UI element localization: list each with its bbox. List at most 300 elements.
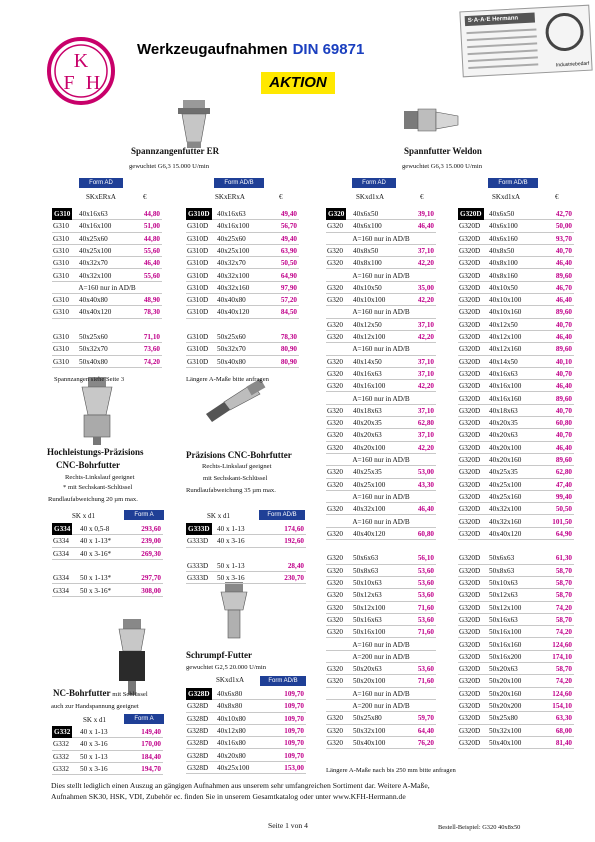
item-code: G320D	[459, 615, 481, 624]
item-code: G310	[53, 222, 69, 231]
item-code: G320	[327, 443, 343, 452]
table-row	[326, 208, 436, 220]
table-row	[458, 712, 574, 724]
item-code: G310D	[187, 234, 209, 243]
table-row	[458, 602, 574, 614]
item-price: 47,40	[555, 480, 572, 489]
table-row	[326, 614, 436, 626]
table-row	[458, 343, 574, 355]
table-row	[326, 245, 436, 257]
item-code: G320D	[459, 591, 481, 600]
er-form-adb-badge: Form AD/B	[214, 178, 264, 188]
item-code: G320	[327, 529, 343, 538]
item-size: 40x8x160	[489, 271, 518, 280]
table-note-row: A=200 nur in AD/B	[326, 700, 436, 712]
item-code: G320D	[459, 603, 481, 612]
item-size: 50x16x63	[353, 615, 382, 624]
item-price: 174,10	[552, 652, 572, 661]
item-price: 57,20	[280, 296, 297, 305]
table-row	[326, 663, 436, 675]
table-note-row: A=160 nur in AD/B	[326, 454, 436, 466]
item-code: G320D	[459, 419, 481, 428]
item-price: 58,70	[555, 615, 572, 624]
item-price: 174,60	[284, 525, 304, 533]
weldon-col-label-a: SKxd1xA	[356, 193, 385, 201]
item-code: G332	[52, 726, 72, 738]
item-size: 40x25x100	[79, 246, 112, 255]
item-code: G320D	[459, 271, 481, 280]
item-size: 50x20x63	[489, 665, 518, 674]
hl-cnc-col-label: SK x d1	[72, 512, 95, 520]
table-row	[458, 479, 574, 491]
item-price: 49,40	[280, 234, 297, 243]
item-code: G320	[327, 603, 343, 612]
weldon-form-ad-badge: Form AD	[352, 178, 396, 188]
item-code: G320D	[459, 345, 481, 354]
item-size: 50x12x63	[489, 591, 518, 600]
item-price: 230,70	[284, 574, 304, 583]
item-code: G310D	[187, 222, 209, 231]
item-size: 40x20x35	[353, 419, 382, 428]
item-price: 89,60	[555, 271, 572, 280]
weldon-euro-b: €	[555, 193, 559, 201]
item-price: 293,60	[141, 525, 161, 533]
item-size: 40x20x63	[489, 431, 518, 440]
item-code: G320D	[459, 259, 481, 268]
table-row	[186, 750, 306, 762]
item-code: G320	[327, 419, 343, 428]
item-code: G334	[52, 523, 72, 535]
item-size: 40x16x100	[353, 382, 386, 391]
item-code: G320D	[459, 492, 481, 501]
item-size: 40x25x60	[217, 234, 246, 243]
item-price: 74,20	[555, 603, 572, 612]
table-row	[326, 429, 436, 441]
table-row	[326, 528, 436, 540]
item-price: 68,00	[555, 726, 572, 735]
table-row	[186, 306, 299, 318]
item-size: 40 x 3-16	[80, 740, 108, 749]
item-size: 40x6x80	[217, 690, 243, 698]
item-size: 40x8x100	[353, 259, 382, 268]
item-size: 50x32x100	[489, 726, 522, 735]
item-code: G320D	[459, 283, 481, 292]
item-price: 40,70	[555, 431, 572, 440]
item-code: G310D	[187, 357, 209, 366]
weldon-subtitle: gewuchtet G6,3 15.000 U/min	[402, 163, 483, 170]
item-price: 53,60	[417, 579, 434, 587]
item-price: 64,40	[417, 726, 434, 735]
item-size: 50 x 3-16	[80, 764, 108, 773]
item-size: 50 x 1-13*	[80, 574, 112, 583]
nc-col-label: SK x d1	[83, 716, 106, 724]
table-row	[458, 725, 574, 737]
stamp-label: S·A·A·E Hermann	[465, 13, 535, 27]
item-code: G320	[327, 431, 343, 440]
weldon-euro-a: €	[420, 193, 424, 201]
item-size: 50x40x80	[79, 357, 108, 366]
item-size: 40x16x63	[79, 210, 108, 218]
item-code: G310	[53, 345, 69, 354]
table-row	[458, 380, 574, 392]
item-price: 89,60	[555, 308, 572, 317]
item-code: G320	[327, 615, 343, 624]
er-col-label-b: SKxERxA	[215, 193, 245, 201]
item-code: G320D	[459, 665, 481, 674]
hl-cnc-sub-2: * mit Sechskant-Schlüssel	[63, 484, 133, 491]
item-size: 50x25x60	[217, 333, 246, 341]
item-price: 46,40	[143, 259, 160, 268]
table-row	[186, 725, 306, 737]
item-size: 40x40x120	[353, 529, 386, 538]
item-code: G310	[53, 234, 69, 243]
aktion-badge: AKTION	[261, 72, 335, 94]
item-code: G328D	[187, 726, 209, 735]
item-size: 40x8x100	[489, 259, 518, 268]
item-price: 58,70	[555, 566, 572, 575]
item-code: G320D	[459, 234, 481, 243]
table-row	[458, 245, 574, 257]
item-code: G334	[53, 549, 69, 558]
item-size: 50x32x70	[217, 345, 246, 354]
item-size: 40x25x100	[217, 763, 250, 772]
item-size: 40x14x50	[489, 357, 518, 366]
item-price: 42,20	[417, 259, 434, 268]
table-row	[186, 208, 299, 220]
item-size: 40x40x120	[489, 529, 522, 538]
table-row	[186, 331, 299, 343]
table-row	[326, 380, 436, 392]
table-note-row: A=160 nur in AD/B	[326, 639, 436, 651]
table-row	[186, 713, 306, 725]
item-size: 40x32x70	[217, 259, 246, 268]
table-row	[186, 548, 306, 560]
table-row	[186, 294, 299, 306]
item-size: 50x32x70	[79, 345, 108, 354]
item-code: G333D	[187, 537, 209, 546]
item-code: G310D	[187, 246, 209, 255]
item-price: 56,10	[417, 554, 434, 563]
item-code: G320D	[459, 357, 481, 366]
item-code: G333D	[187, 561, 209, 570]
item-code: G320D	[459, 579, 481, 587]
svg-text:K: K	[73, 50, 89, 72]
item-price: 297,70	[141, 574, 161, 583]
item-price: 239,00	[141, 537, 161, 546]
item-size: 50x6x63	[489, 554, 515, 563]
table-row	[326, 602, 436, 614]
item-code: G310	[53, 357, 69, 366]
item-price: 109,70	[284, 739, 304, 748]
item-size: 40x10x50	[489, 283, 518, 292]
item-code: G320D	[459, 628, 481, 637]
item-price: 71,60	[417, 677, 434, 686]
item-size: 50x20x100	[353, 677, 386, 686]
item-price: 49,40	[280, 210, 297, 218]
item-size: 50x12x63	[353, 591, 382, 600]
item-code: G320D	[459, 308, 481, 317]
item-price: 46,40	[555, 382, 572, 391]
item-size: 40x20x100	[353, 443, 386, 452]
table-note-row: A=160 nur in AD/B	[326, 688, 436, 700]
table-row	[458, 306, 574, 318]
item-code: G310	[53, 271, 69, 280]
item-code: G320D	[459, 640, 481, 649]
item-price: 37,10	[417, 246, 434, 255]
item-size: 50x16x100	[489, 628, 522, 637]
table-row	[326, 479, 436, 491]
item-code: G320	[327, 357, 343, 366]
table-row	[186, 233, 299, 245]
table-note-row: A=160 nur in AD/B	[326, 270, 436, 282]
weldon-col-label-b: SKxd1xA	[492, 193, 521, 201]
item-price: 37,10	[417, 369, 434, 378]
item-price: 64,90	[280, 271, 297, 280]
table-row	[186, 319, 299, 331]
item-price: 42,70	[555, 210, 572, 218]
table-row	[186, 560, 306, 572]
item-size: 40x32x100	[353, 505, 386, 514]
item-size: 50x12x100	[489, 603, 522, 612]
nc-drill-chuck-image	[109, 617, 155, 699]
shrink-chuck-image	[215, 580, 253, 642]
table-row	[458, 626, 574, 638]
table-row	[186, 245, 299, 257]
table-row	[52, 548, 163, 560]
item-price: 60,80	[417, 529, 434, 538]
item-code: G320	[327, 591, 343, 600]
item-size: 50x25x80	[353, 714, 382, 723]
table-row	[326, 725, 436, 737]
item-price: 109,70	[284, 690, 304, 698]
table-row	[52, 319, 162, 331]
item-code: G310D	[187, 345, 209, 354]
table-row	[326, 356, 436, 368]
item-price: 43,30	[417, 480, 434, 489]
item-code: G320	[327, 714, 343, 723]
item-size: 50x8x63	[353, 566, 379, 575]
item-code: G328D	[187, 702, 209, 711]
table-row	[458, 700, 574, 712]
item-size: 50 x 3-16	[217, 574, 245, 583]
item-code: G333D	[187, 574, 209, 583]
item-size: 40x32x100	[79, 271, 112, 280]
table-row	[458, 565, 574, 577]
item-code: G310	[53, 246, 69, 255]
item-price: 37,10	[417, 357, 434, 366]
item-size: 50x10x63	[353, 579, 382, 587]
item-code: G310D	[186, 208, 212, 220]
table-note-row: A=160 nur in AD/B	[326, 233, 436, 245]
table-row	[186, 257, 299, 269]
hl-cnc-title-1: Hochleistungs-Präzisions	[47, 447, 144, 457]
hl-cnc-title-2: CNC-Bohrfutter	[56, 460, 120, 470]
item-size: 40x16x63	[353, 369, 382, 378]
item-size: 40 x 0,5-8	[80, 525, 110, 533]
item-size: 40x8x50	[489, 246, 515, 255]
table-row	[52, 738, 163, 750]
item-size: 40 x 1-13	[80, 728, 108, 736]
table-row	[186, 762, 306, 774]
table-row	[326, 626, 436, 638]
table-note-row: A=160 nur in AD/B	[326, 343, 436, 355]
item-code: G320D	[459, 394, 481, 403]
table-row	[458, 405, 574, 417]
item-code: G320D	[459, 505, 481, 514]
er-euro-a: €	[143, 193, 147, 201]
company-stamp	[459, 5, 592, 78]
item-code: G320D	[459, 726, 481, 735]
item-price: 124,60	[552, 689, 572, 698]
table-row	[458, 442, 574, 454]
item-size: 40x12x100	[353, 333, 386, 341]
weldon-title: Spannfutter Weldon	[404, 146, 482, 156]
item-size: 50x25x60	[79, 333, 108, 341]
item-size: 50x40x80	[217, 357, 246, 366]
item-code: G320D	[459, 714, 481, 723]
table-row	[326, 577, 436, 589]
precision-cnc-col-label: SK x d1	[207, 512, 230, 520]
item-price: 59,70	[417, 714, 434, 723]
table-row	[458, 516, 574, 528]
hl-cnc-form-badge: Form A	[124, 510, 164, 520]
item-code: G320D	[459, 431, 481, 440]
item-price: 71,60	[417, 603, 434, 612]
item-size: 50x10x63	[489, 579, 518, 587]
item-price: 80,90	[280, 345, 297, 354]
item-code: G310	[53, 308, 69, 317]
table-row	[326, 466, 436, 478]
item-code: G310	[52, 208, 72, 220]
item-code: G334	[53, 574, 69, 583]
item-size: 40x32x100	[489, 505, 522, 514]
table-row	[52, 306, 162, 318]
table-row	[186, 356, 299, 368]
nc-subtitle: auch zur Handspannung geeignet	[51, 703, 139, 710]
item-code: G320	[327, 333, 343, 341]
table-row	[52, 208, 162, 220]
precision-cnc-sub-2: mit Sechskant-Schlüssel	[203, 475, 268, 482]
item-size: 40x6x50	[489, 210, 515, 218]
item-price: 109,70	[284, 751, 304, 760]
item-code: G332	[53, 752, 69, 761]
item-code: G333D	[186, 523, 212, 535]
item-price: 71,60	[417, 628, 434, 637]
table-row	[458, 577, 574, 589]
table-row	[186, 535, 306, 547]
table-row	[458, 356, 574, 368]
table-row	[186, 270, 299, 282]
item-code: G320	[327, 554, 343, 563]
item-code: G334	[53, 586, 69, 595]
item-size: 40x12x50	[353, 320, 382, 329]
item-price: 109,70	[284, 714, 304, 723]
item-price: 149,40	[141, 728, 161, 736]
item-code: G320	[327, 222, 343, 231]
table-row	[52, 220, 162, 232]
item-code: G320D	[459, 738, 481, 747]
item-size: 40x40x120	[217, 308, 250, 317]
item-price: 44,80	[143, 210, 160, 218]
item-code: G320	[327, 382, 343, 391]
item-size: 40x6x50	[353, 210, 379, 218]
table-row	[458, 368, 574, 380]
item-size: 50x16x100	[353, 628, 386, 637]
item-size: 50x8x63	[489, 566, 515, 575]
table-row	[52, 331, 162, 343]
item-code: G310D	[187, 271, 209, 280]
table-note-row: A=160 nur in AD/B	[326, 393, 436, 405]
item-price: 46,40	[555, 259, 572, 268]
item-price: 89,60	[555, 345, 572, 354]
table-row	[52, 343, 162, 355]
item-size: 40x18x63	[489, 406, 518, 415]
table-row	[326, 675, 436, 687]
table-row	[458, 663, 574, 675]
table-row	[326, 552, 436, 564]
item-size: 40x32x160	[489, 517, 522, 526]
item-code: G332	[53, 740, 69, 749]
table-row	[458, 208, 574, 220]
item-price: 58,70	[555, 591, 572, 600]
item-price: 194,70	[141, 764, 161, 773]
precision-cnc-sub-3: Rundlaufabweichung 35 µm max.	[186, 487, 276, 494]
item-price: 71,10	[143, 333, 160, 341]
item-price: 74,20	[555, 628, 572, 637]
item-code: G334	[53, 537, 69, 546]
item-code: G328D	[187, 751, 209, 760]
item-price: 50,00	[555, 222, 572, 231]
item-price: 53,60	[417, 615, 434, 624]
item-price: 73,60	[143, 345, 160, 354]
item-size: 40x8x80	[217, 702, 243, 711]
item-price: 40,70	[555, 406, 572, 415]
table-row	[326, 442, 436, 454]
table-row	[186, 572, 306, 584]
item-price: 76,20	[417, 738, 434, 747]
shrink-col-label: SKxd1xA	[216, 676, 245, 684]
item-price: 37,10	[417, 320, 434, 329]
item-price: 42,20	[417, 296, 434, 305]
item-price: 308,00	[141, 586, 161, 595]
table-row	[326, 540, 436, 552]
item-size: 40x10x50	[353, 283, 382, 292]
item-price: 60,80	[555, 419, 572, 428]
table-row	[326, 257, 436, 269]
item-size: 50x40x100	[353, 738, 386, 747]
table-note-row: A=200 nur in AD/B	[326, 651, 436, 663]
item-code: G320D	[459, 333, 481, 341]
table-row	[458, 466, 574, 478]
item-code: G320	[327, 406, 343, 415]
table-row	[186, 700, 306, 712]
item-price: 58,70	[555, 665, 572, 674]
table-row	[458, 319, 574, 331]
item-size: 40x40x80	[217, 296, 246, 305]
item-code: G320D	[459, 296, 481, 305]
item-size: 50x40x100	[489, 738, 522, 747]
item-size: 40x40x80	[79, 296, 108, 305]
er-left-note: Spannzangen siehe Seite 3	[54, 376, 125, 383]
table-row	[52, 585, 163, 597]
item-price: 51,00	[143, 222, 160, 231]
item-code: G320D	[459, 677, 481, 686]
table-row	[52, 572, 163, 584]
item-price: 46,40	[555, 296, 572, 305]
item-price: 101,50	[552, 517, 572, 526]
item-price: 53,60	[417, 591, 434, 600]
item-size: 40 x 3-16	[217, 537, 245, 546]
